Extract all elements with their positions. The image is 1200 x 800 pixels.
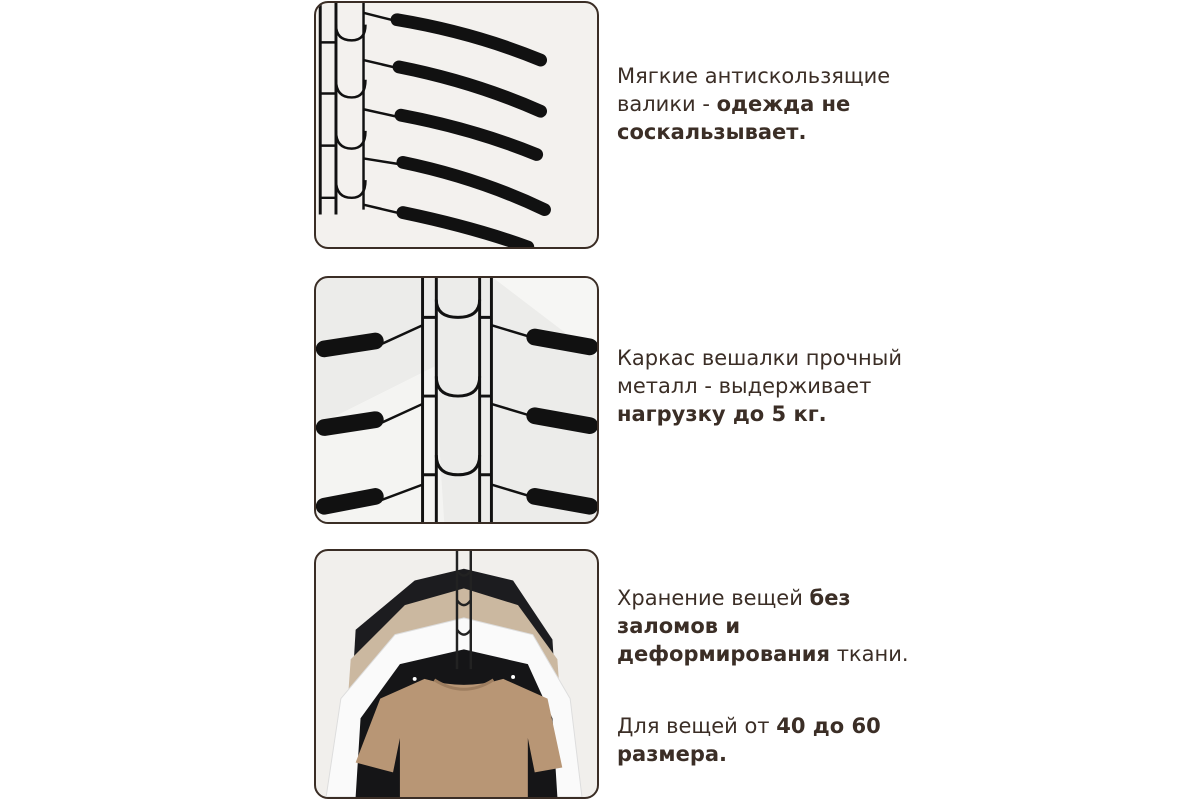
frame-caption	[617, 344, 917, 428]
size-caption-regular: Для вещей от	[617, 714, 777, 738]
rollers-caption-bold: одежда не соскальзывает.	[617, 92, 851, 144]
storage-caption	[617, 584, 917, 668]
frame-photo	[314, 276, 599, 524]
frame-caption-regular: Каркас вешалки прочный металл - выдерживает	[617, 346, 902, 398]
storage-caption-after: ткани.	[830, 642, 909, 666]
clothes-photo	[314, 549, 599, 799]
size-caption-bold: 40 до 60 размера.	[617, 714, 881, 766]
hanger-rollers-icon	[316, 3, 597, 247]
size-caption	[617, 712, 917, 768]
frame-caption-bold: нагрузку до 5 кг.	[617, 402, 827, 426]
storage-caption-bold: без заломов и деформирования	[617, 586, 851, 666]
hanger-with-clothes-icon	[316, 551, 597, 797]
hanger-frame-icon	[316, 278, 597, 522]
rollers-caption	[617, 62, 917, 146]
rollers-photo	[314, 1, 599, 249]
storage-caption-regular: Хранение вещей	[617, 586, 810, 610]
rollers-caption-regular: Мягкие антискользящие валики -	[617, 64, 891, 116]
